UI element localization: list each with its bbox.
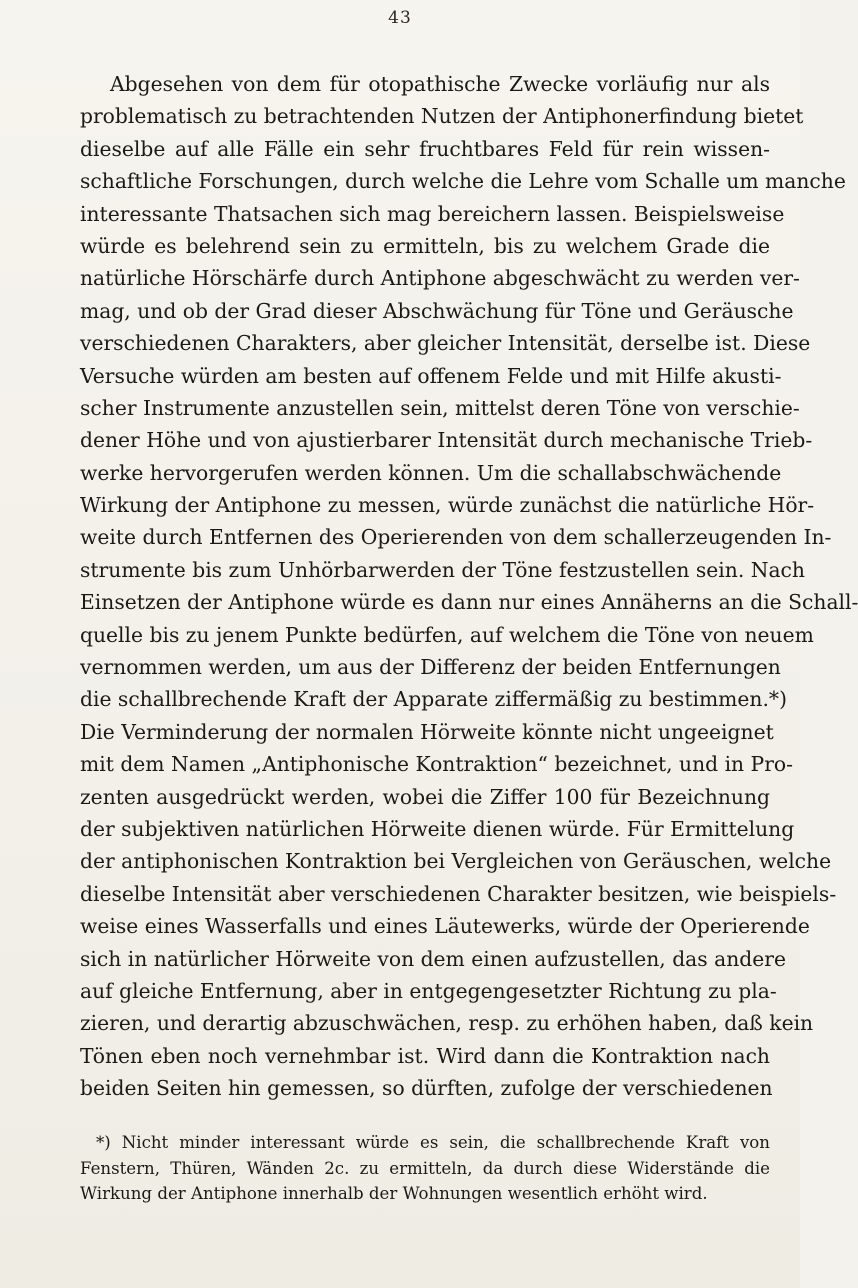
text-line: auf gleiche Entfernung, aber in entgegengesetzter Richtung zu pla-: [80, 978, 777, 1003]
text-line: Tönen eben noch vernehmbar ist. Wird dann die Kontraktion nach: [80, 1043, 770, 1068]
text-line: der subjektiven natürlichen Hörweite dienen würde. Für Ermittelung: [80, 816, 795, 841]
text-line: schaftliche Forschungen, durch welche die Lehre vom Schalle um manche: [80, 169, 846, 194]
text-line: mag, und ob der Grad dieser Abschwächung für Töne und Geräusche: [80, 298, 794, 323]
text-line: dener Höhe und von ajustierbarer Intensität durch mechanische Trieb-: [80, 428, 813, 453]
text-line: zenten ausgedrückt werden, wobei die Ziffer 100 für Bezeichnung: [80, 784, 770, 809]
text-line: Wirkung der Antiphone zu messen, würde zunächst die natürliche Hör-: [80, 493, 815, 518]
text-line: werke hervorgerufen werden können. Um die schallabschwächende: [80, 460, 782, 485]
body-paragraph: [80, 68, 858, 1105]
footnote-line: Fenstern, Thüren, Wänden 2c. zu ermitteln, da durch diese Widerstände die: [80, 1158, 770, 1178]
text-line: die schallbrechende Kraft der Apparate ziffermäßig zu bestimmen.*): [80, 687, 787, 712]
text-line: beiden Seiten hin gemessen, so dürften, zufolge der verschiedenen: [80, 1076, 773, 1101]
text-line: quelle bis zu jenem Punkte bedürfen, auf welchem die Töne von neuem: [80, 622, 814, 647]
text-line: mit dem Namen „Antiphonische Kontraktion“ bezeichnet, und in Pro-: [80, 752, 793, 777]
text-line: weise eines Wasserfalls und eines Läutewerks, würde der Operierende: [80, 914, 810, 939]
text-line: weite durch Entfernen des Operierenden von dem schallerzeugenden In-: [80, 525, 832, 550]
text-line: dieselbe Intensität aber verschiedenen Charakter besitzen, wie beispiels-: [80, 881, 837, 906]
text-line: scher Instrumente anzustellen sein, mittelst deren Töne von verschie-: [80, 395, 800, 420]
text-line: natürliche Hörschärfe durch Antiphone abgeschwächt zu werden ver-: [80, 266, 800, 291]
text-line: Einsetzen der Antiphone würde es dann nur eines Annäherns an die Schall-: [80, 590, 858, 615]
text-line: strumente bis zum Unhörbarwerden der Töne festzustellen sein. Nach: [80, 557, 805, 582]
text-line: Versuche würden am besten auf offenem Felde und mit Hilfe akusti-: [80, 363, 782, 388]
text-line: sich in natürlicher Hörweite von dem einen aufzustellen, das andere: [80, 946, 786, 971]
text-line: Abgesehen von dem für otopathische Zwecke vorläufig nur als: [110, 72, 770, 96]
text-line: Die Verminderung der normalen Hörweite könnte nicht ungeeignet: [80, 719, 774, 744]
footnote: [80, 1130, 770, 1207]
text-line: der antiphonischen Kontraktion bei Vergleichen von Geräuschen, welche: [80, 849, 832, 874]
footnote-line: Wirkung der Antiphone innerhalb der Wohnungen wesentlich erhöht wird.: [80, 1184, 708, 1203]
text-line: problematisch zu betrachtenden Nutzen der Antiphonerfindung bietet: [80, 104, 804, 129]
text-line: interessante Thatsachen sich mag bereichern lassen. Beispielsweise: [80, 201, 785, 226]
footnote-line: *) Nicht minder interessant würde es sein, die schallbrechende Kraft von: [96, 1133, 770, 1152]
text-line: verschiedenen Charakters, aber gleicher Intensität, derselbe ist. Diese: [80, 331, 811, 356]
text-line: zieren, und derartig abzuschwächen, resp. zu erhöhen haben, daß kein: [80, 1011, 814, 1036]
page-number: 43: [388, 8, 412, 28]
text-line: würde es belehrend sein zu ermitteln, bis zu welchem Grade die: [80, 233, 770, 258]
text-line: dieselbe auf alle Fälle ein sehr fruchtbares Feld für rein wissen-: [80, 136, 770, 161]
text-line: vernommen werden, um aus der Differenz der beiden Entfernungen: [80, 655, 781, 680]
